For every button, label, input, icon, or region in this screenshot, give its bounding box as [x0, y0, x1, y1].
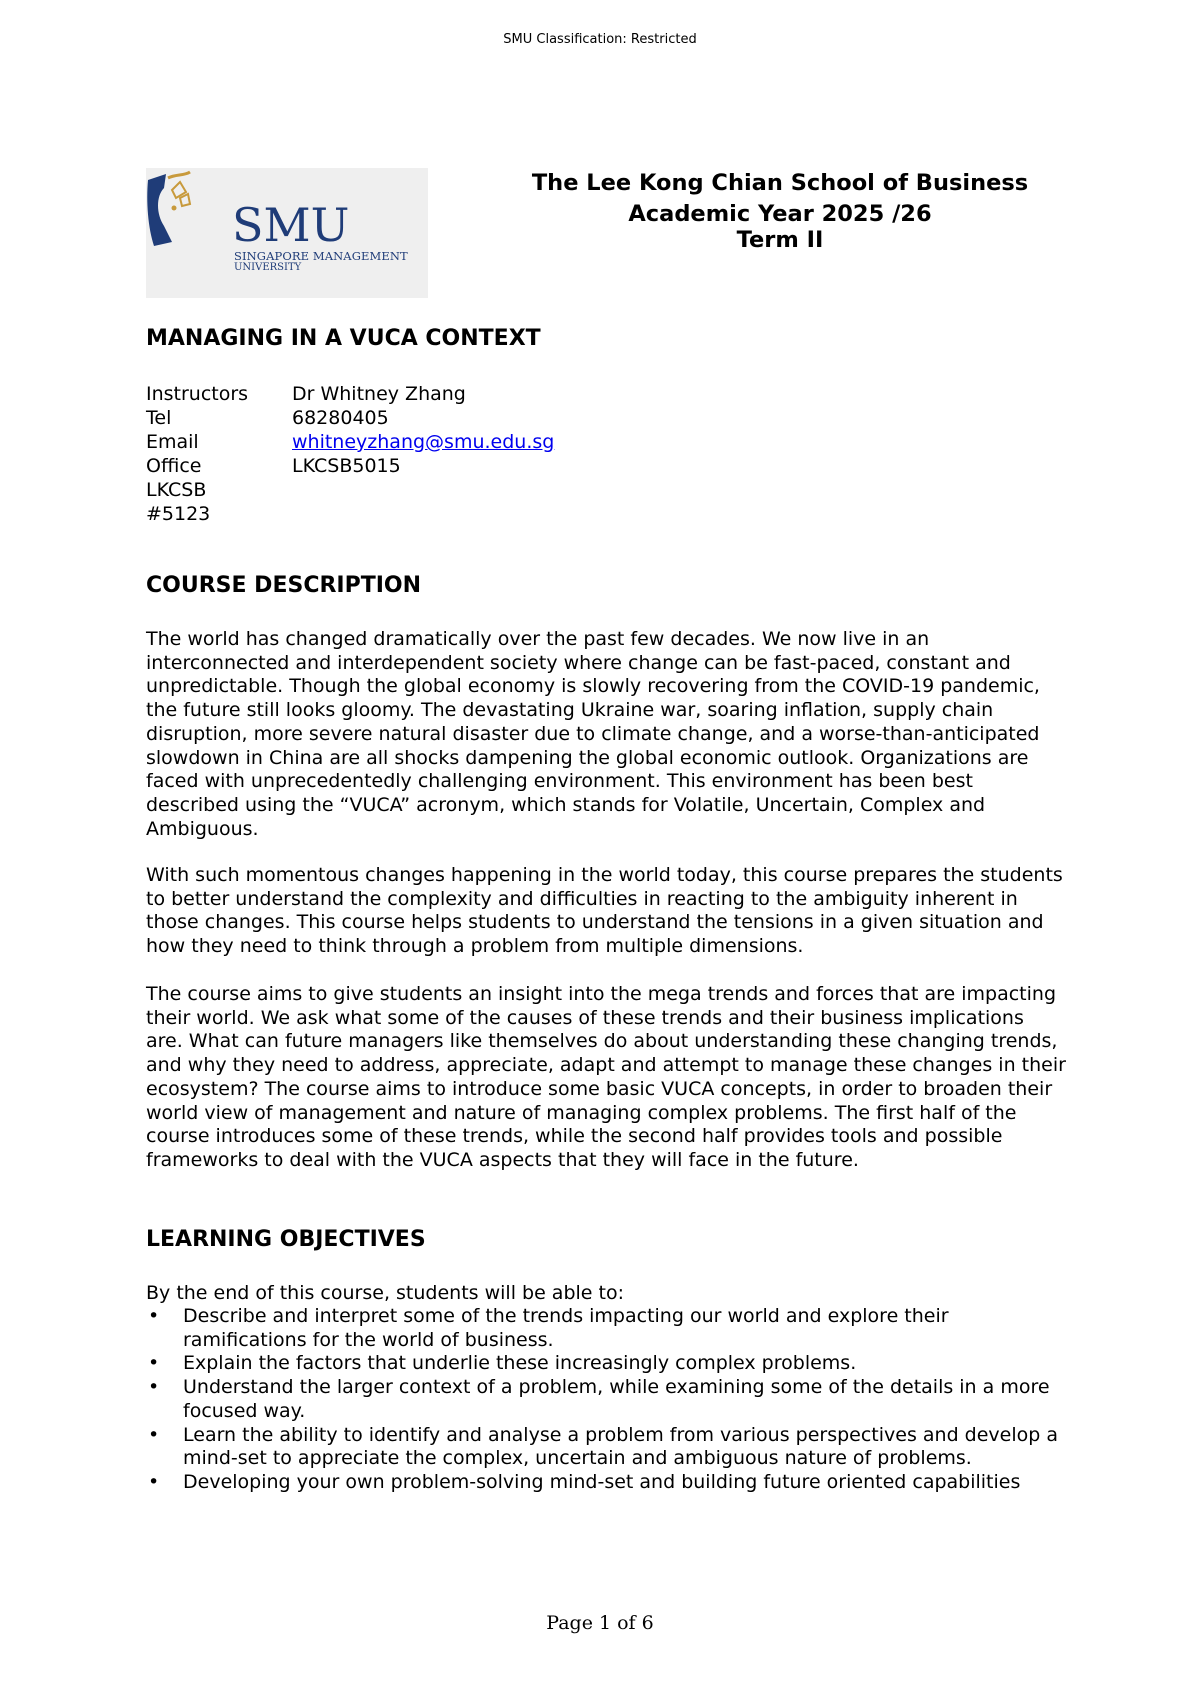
phone-number: 68280405 [292, 407, 389, 429]
term: Term II [736, 227, 824, 253]
objective-text: Understand the larger context of a problem, while examining some of the details in a more focused way. [183, 1376, 1050, 1422]
bullet-icon: • [148, 1470, 160, 1493]
list-item [146, 1424, 1066, 1471]
bullet-icon: • [148, 1352, 160, 1375]
logo-subtitle-2: UNIVERSITY [234, 262, 302, 273]
description-paragraph: With such momentous changes happening in the world today, this course prepares the students to better understand the complexity and difficulties in reacting to the ambiguity inherent in those changes. This course helps students to understand the tensions in a given situation and how they need to think through a problem from multiple dimensions. [146, 864, 1063, 958]
email-link[interactable]: whitneyzhang@smu.edu.sg [292, 431, 555, 453]
description-paragraph: The course aims to give students an insight into the mega trends and forces that are impacting their world. We ask what some of the causes of these trends and their business implications are. What can future managers like themselves do about understanding these changing trends, and why they need to address, appreciate, adapt and attempt to manage these changes in their ecosystem? The course aims to introduce some basic VUCA concepts, in order to broaden their world view of management and nature of managing complex problems. The first half of the course introduces some of these trends, while the second half provides tools and possible frameworks to deal with the VUCA aspects that they will face in the future. [146, 983, 1066, 1171]
contact-label: Email [146, 431, 199, 453]
objective-text: Learn the ability to identify and analyse a problem from various perspectives and develop a mind-set to appreciate the complex, uncertain and ambiguous nature of problems. [183, 1423, 1059, 1470]
list-item [146, 1305, 1066, 1352]
bullet-icon: • [148, 1423, 160, 1446]
smu-logo [146, 168, 428, 298]
logo-wordmark: SMU [232, 198, 350, 252]
list-item [146, 1471, 1066, 1495]
contact-label: Instructors [146, 383, 249, 405]
contact-label: Office [146, 455, 202, 477]
contact-label: LKCSB [146, 479, 207, 501]
page-number: Page 1 of 6 [546, 1612, 654, 1634]
learning-objectives-heading: LEARNING OBJECTIVES [146, 1227, 426, 1252]
bullet-icon: • [148, 1305, 160, 1327]
list-item [146, 1376, 1066, 1423]
contact-row [146, 478, 554, 502]
description-paragraph: The world has changed dramatically over the past few decades. We now live in an interconnected and interdependent society where change can be fast-paced, constant and unpredictable. Though the global economy is slowly recovering from the COVID-19 pandemic, the future still looks gloomy. The devastating Ukraine war, soaring inflation, supply chain disruption, more severe natural disaster due to climate change, and a worse-than-anticipated slowdown in China are all shocks dampening the global economic outlook. Organizations are faced with unprecedentedly challenging environment. This environment has been best described using the “VUCA” acronym, which stands for Volatile, Uncertain, Complex and Ambiguous. [146, 628, 1040, 840]
objective-text: Developing your own problem-solving mind-set and building future oriented capabilities [183, 1470, 1021, 1493]
contact-row [146, 502, 554, 526]
contact-row [146, 382, 554, 406]
contact-table [146, 382, 554, 526]
contact-row [146, 406, 554, 430]
school-name: The Lee Kong Chian School of Business [531, 170, 1029, 196]
objective-text: Describe and interpret some of the trends impacting our world and explore their ramifications for the world of business. [183, 1305, 949, 1351]
list-item [146, 1352, 1066, 1376]
objective-text: Explain the factors that underlie these increasingly complex problems. [183, 1352, 857, 1375]
school-header [500, 168, 1060, 253]
office-value: LKCSB5015 [292, 455, 401, 477]
contact-row [146, 430, 554, 454]
objectives-intro: By the end of this course, students will be able to: [146, 1282, 624, 1304]
course-title: MANAGING IN A VUCA CONTEXT [146, 326, 541, 351]
smu-logo-mark-icon [146, 168, 192, 248]
course-description-heading: COURSE DESCRIPTION [146, 573, 422, 598]
logo-subtitle: SINGAPORE MANAGEMENT [234, 249, 408, 263]
objectives-list [146, 1305, 1066, 1495]
bullet-icon: • [148, 1376, 160, 1399]
academic-year: Academic Year 2025 /26 [628, 201, 932, 227]
contact-row [146, 454, 554, 478]
instructor-name: Dr Whitney Zhang [292, 383, 466, 405]
classification-label: SMU Classification: Restricted [503, 32, 697, 47]
contact-label: #5123 [146, 503, 211, 525]
contact-label: Tel [146, 407, 172, 429]
email-value [292, 430, 554, 454]
